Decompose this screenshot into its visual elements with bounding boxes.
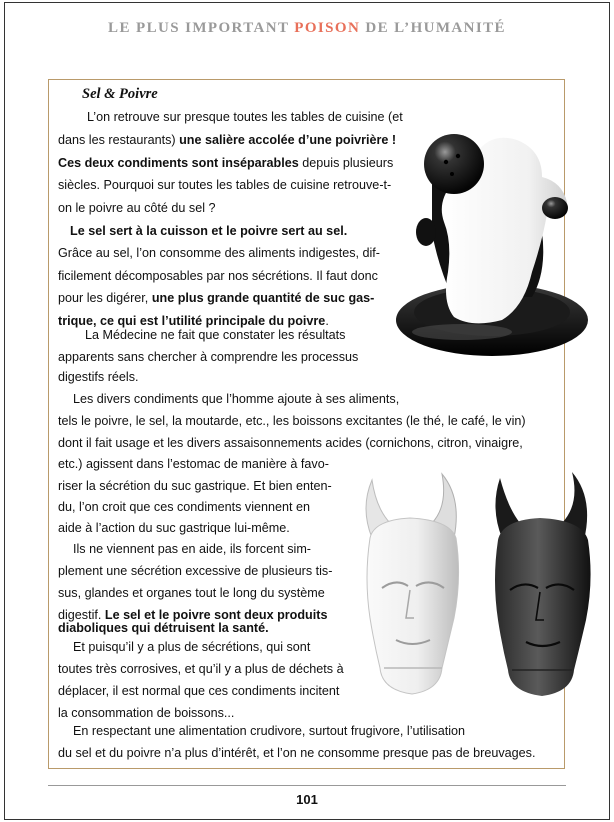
text-line: Ces deux condiments sont inséparables depuis plusieurs [58,156,394,170]
text-line: pour les digérer, une plus grande quantité de suc gas- [58,291,375,305]
text-line: Les divers condiments que l’homme ajoute à ses aliments, [73,392,400,406]
hugging-shakers-image [392,122,597,372]
text-line: apparents sans chercher à comprendre les processus [58,350,359,364]
devil-shakers-image [350,468,600,708]
text-line: Et puisqu’il y a plus de sécrétions, qui sont [73,640,311,654]
text-line: dans les restaurants) une salière accolée d’une poivrière ! [58,133,397,147]
page-number: 101 [296,792,318,807]
section-title: Sel & Poivre [82,86,158,102]
text-line: sus, glandes et organes tout le long du système [58,586,325,600]
text-line: digestifs réels. [58,370,139,384]
header-title-part1: LE PLUS IMPORTANT [108,20,295,36]
text-line: L’on retrouve sur presque toutes les tables de cuisine (et [87,110,403,124]
bold-text: Le sel sert à la cuisson et le poivre sert au sel. [70,224,348,238]
text-line: trique, ce qui est l’utilité principale du poivre. [58,314,329,328]
header-title-part2: DE L’HUMANITÉ [360,20,506,36]
text-line: la consommation de boissons... [58,706,235,720]
text-line: La Médecine ne fait que constater les résultats [85,328,346,342]
bold-text: Le sel et le poivre sont deux produits [104,608,328,622]
bold-text: une plus grande quantité de suc gas- [151,291,375,305]
bold-text: trique, ce qui est l’utilité principale du poivre [58,314,326,328]
text-line: on le poivre au côté du sel ? [58,201,216,215]
text-line: dont il fait usage et les divers assaisonnements acides (cornichons, citron, vinaigre, [58,436,523,450]
text-line: riser la sécrétion du suc gastrique. Et bien enten- [58,479,332,493]
bold-text: diaboliques qui détruisent la santé. [58,621,269,635]
text-line: En respectant une alimentation crudivore, surtout frugivore, l’utilisation [73,724,466,738]
text-line: siècles. Pourquoi sur toutes les tables de cuisine retrouve-t- [58,178,392,192]
text-line: du sel et du poivre n’a plus d’intérêt, et l’on ne consomme presque pas de breuvages. [58,746,536,760]
text-line: etc.) agissent dans l’estomac de manière à favo- [58,457,329,471]
text-line: déplacer, il est normal que ces condiments incitent [58,684,340,698]
text-line: Grâce au sel, l’on consomme des aliments indigestes, dif- [58,246,380,260]
text-line: digestif. Le sel et le poivre sont deux produits [58,608,328,622]
running-header [0,20,614,37]
text-line: plement une sécrétion excessive de plusieurs tis- [58,564,333,578]
text-line: aide à l’action du suc gastrique lui-même. [58,521,290,535]
bold-text: Ces deux condiments sont inséparables [58,156,299,170]
footer-rule [48,785,566,786]
text-line [70,222,347,240]
text-line: toutes très corrosives, et qu’il y a plus de déchets à [58,662,344,676]
text-line [58,619,269,637]
text-line: Ils ne viennent pas en aide, ils forcent sim- [73,542,312,556]
header-title-accent: POISON [294,20,361,36]
text-line: tels le poivre, le sel, la moutarde, etc., les boissons excitantes (le thé, le café, le vin) [58,414,526,428]
text-line: ficilement décomposables par nos sécrétions. Il faut donc [58,269,378,283]
text-line: du, l’on croit que ces condiments viennent en [58,500,311,514]
bold-text: une salière accolée d’une poivrière ! [179,133,397,147]
